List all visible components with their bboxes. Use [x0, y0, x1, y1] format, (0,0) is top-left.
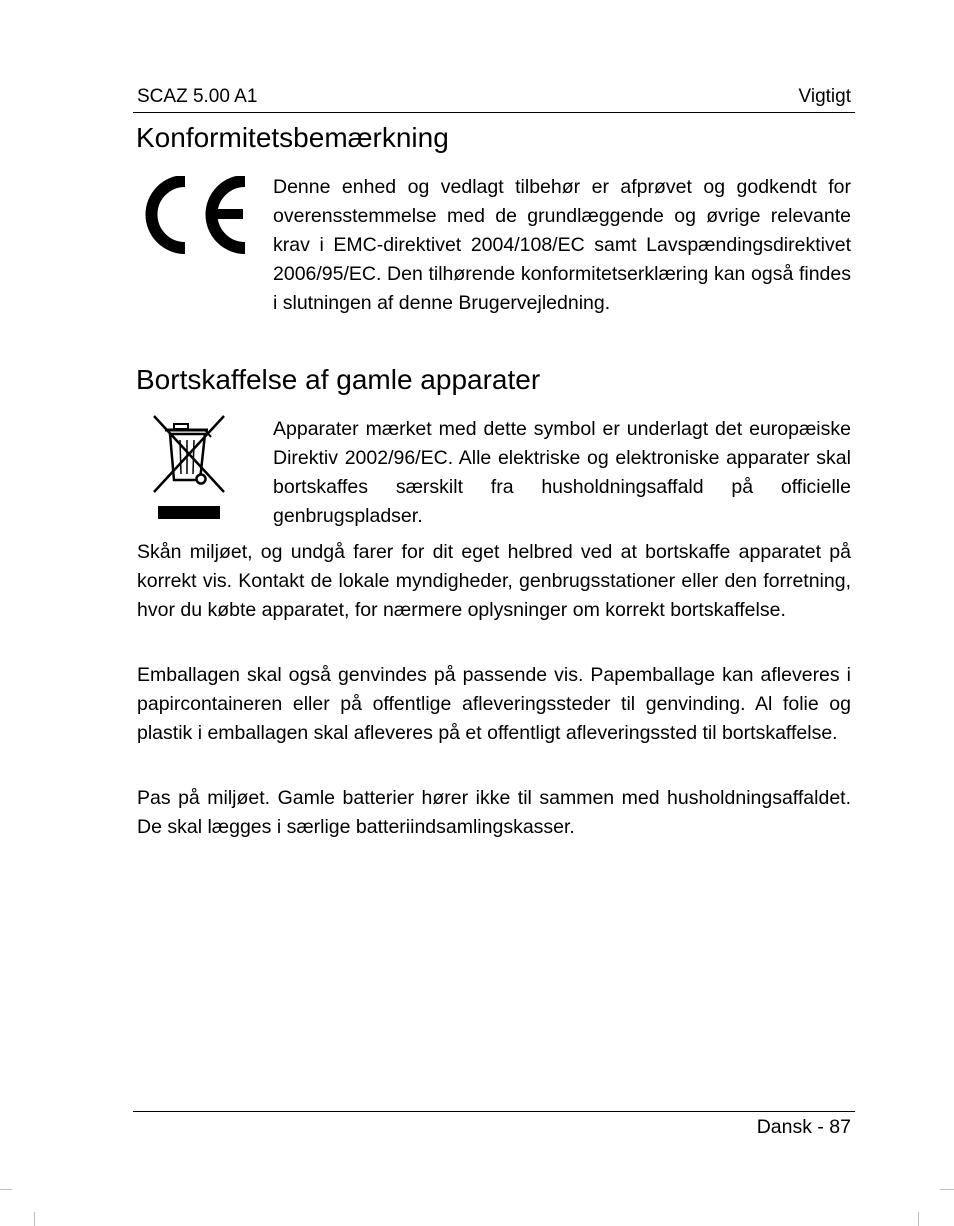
crossed-out-wheelie-bin-icon — [150, 413, 230, 523]
crop-mark-left-vertical — [34, 1212, 35, 1226]
conformity-heading: Konformitetsbemærkning — [136, 122, 449, 153]
battery-paragraph: Pas på miljøet. Gamle batterier hører ikke til sammen med husholdningsaffaldet. De skal lægges i særlige batteriindsamlingskasser. — [137, 787, 851, 838]
disposal-heading: Bortskaffelse af gamle apparater — [136, 364, 541, 395]
header-model: SCAZ 5.00 A1 — [137, 86, 258, 107]
crop-mark-right-horizontal — [940, 1189, 954, 1190]
crop-mark-right-vertical — [918, 1212, 919, 1226]
header-divider — [133, 112, 855, 113]
conformity-text: Denne enhed og vedlagt tilbehør er afprøvet og godkendt for overensstemmelse med de grundlæggende og øvrige relevante krav i EMC-direktivet 2004/108/EC samt Lavspændingsdirektivet 2006/95/EC. Den tilhørende konformitetserklæring kan også findes i slutningen af denne Brugervejledning. — [273, 176, 851, 314]
packaging-paragraph: Emballagen skal også genvindes på passende vis. Papemballage kan afleveres i papircontaineren eller på offentlige afleveringssteder til genvinding. Al folie og plastik i emballagen skal afleveres på et offentligt afleveringssted til bortskaffelse. — [137, 664, 851, 744]
crop-mark-left-horizontal — [0, 1189, 12, 1190]
header-section: Vigtigt — [798, 86, 851, 107]
ce-mark-icon — [142, 176, 252, 254]
page-number: Dansk - 87 — [756, 1116, 851, 1138]
footer-divider — [133, 1111, 855, 1112]
disposal-text: Apparater mærket med dette symbol er underlagt det europæiske Direktiv 2002/96/EC. Alle elektriske og elektroniske apparater skal bortskaffes særskilt fra husholdningsaffald på officielle genbrugspladser. — [273, 418, 851, 527]
environment-paragraph: Skån miljøet, og undgå farer for dit eget helbred ved at bortskaffe apparatet på korrekt vis. Kontakt de lokale myndigheder, genbrugsstationer eller den forretning, hvor du købte apparatet, for nærmere oplysninger om korrekt bortskaffelse. — [137, 541, 851, 621]
